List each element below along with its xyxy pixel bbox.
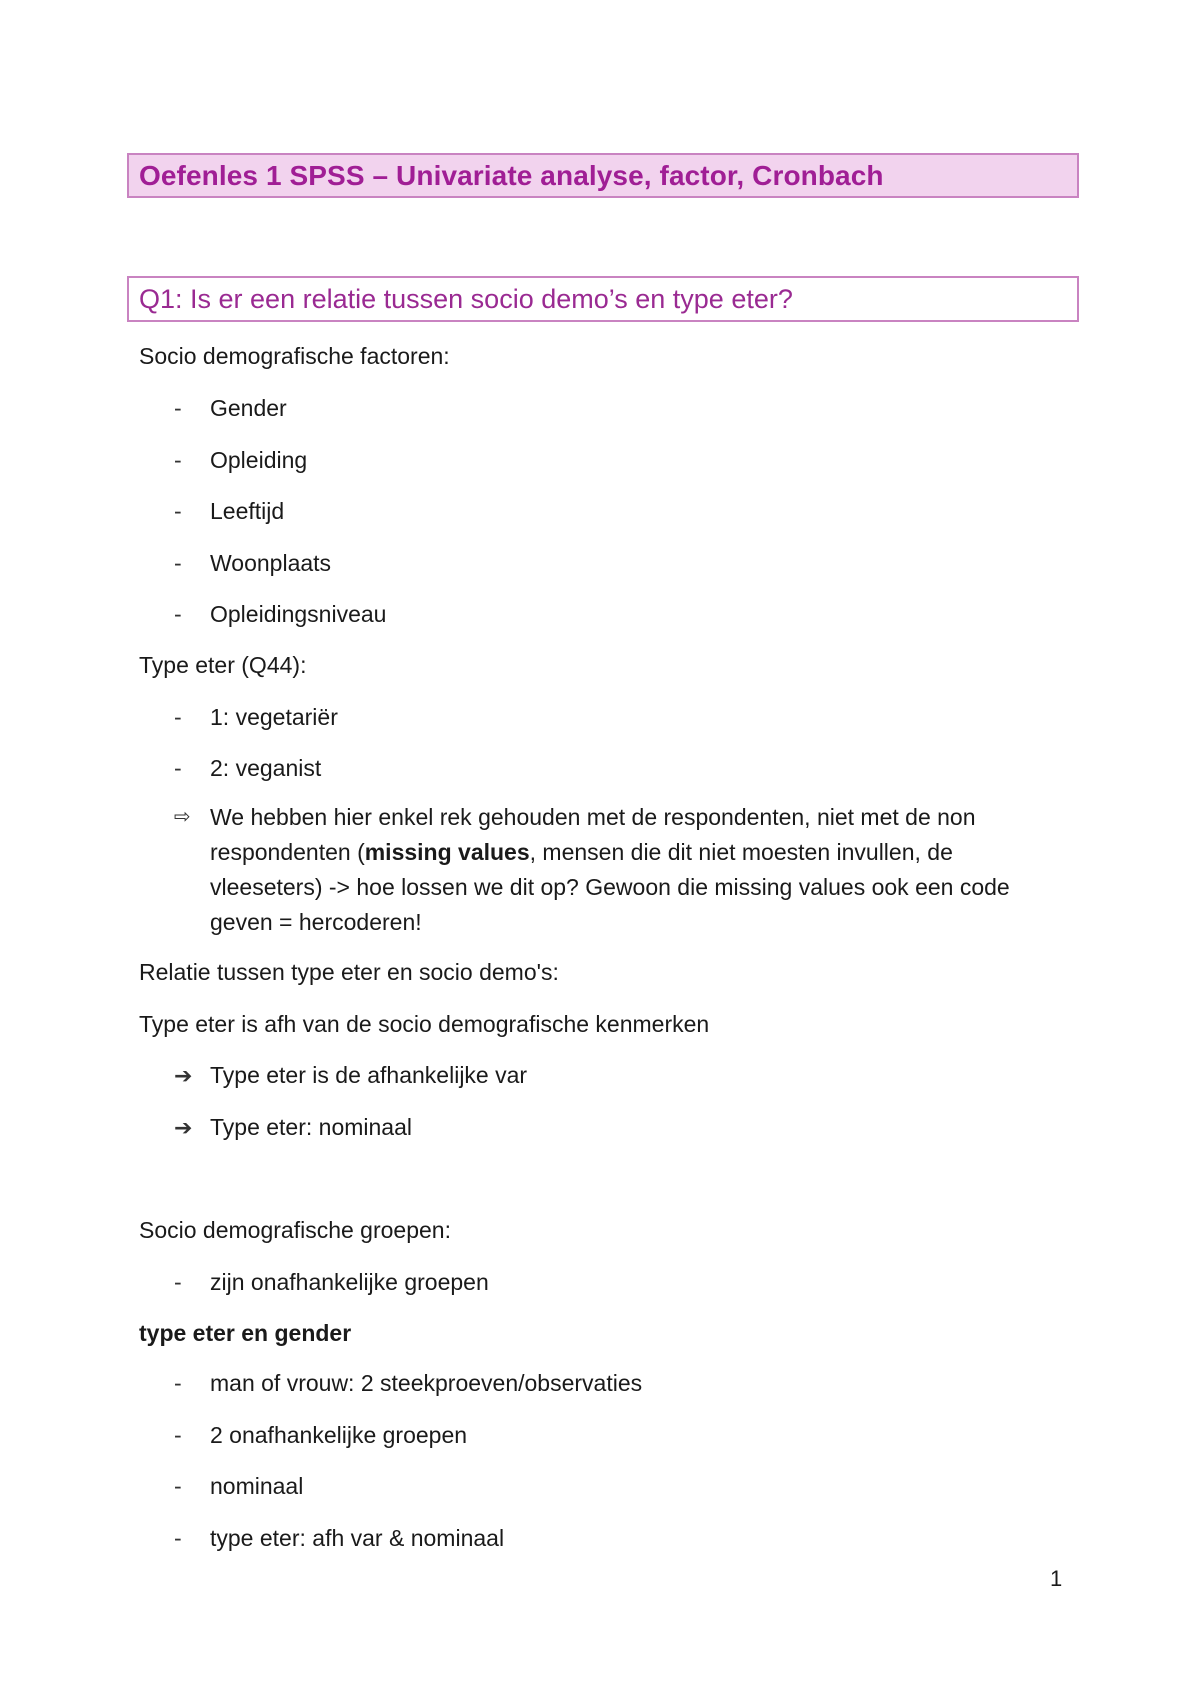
dash-bullet: - <box>174 395 182 421</box>
dash-bullet: - <box>174 498 182 524</box>
emphasis-text: missing values <box>364 839 530 865</box>
list-item: - 2 onafhankelijke groepen <box>174 1418 210 1452</box>
section-heading: Socio demografische groepen: <box>139 1217 451 1243</box>
list-item: - Opleidingsniveau <box>174 597 210 631</box>
dash-bullet: - <box>174 1422 182 1448</box>
hollow-arrow-icon: ⇨ <box>174 806 191 828</box>
dash-bullet: - <box>174 1473 182 1499</box>
dash-bullet: - <box>174 1370 182 1396</box>
list-item: ➔ Type eter: nominaal <box>174 1110 210 1145</box>
dash-bullet: - <box>174 755 182 781</box>
list-item: - 2: veganist <box>174 751 210 785</box>
arrow-right-icon: ➔ <box>174 1063 193 1088</box>
paragraph: Type eter is afh van de socio demografische kenmerken <box>139 1011 710 1037</box>
question-box <box>127 276 1079 322</box>
list-item: - nominaal <box>174 1469 210 1503</box>
dash-bullet: - <box>174 1269 182 1295</box>
dash-bullet: - <box>174 601 182 627</box>
list-item: ➔ Type eter is de afhankelijke var <box>174 1058 210 1093</box>
page-number: 1 <box>1050 1566 1063 1591</box>
document-title: Oefenles 1 SPSS – Univariate analyse, factor, Cronbach <box>139 159 884 191</box>
question-heading: Q1: Is er een relatie tussen socio demo’s en type eter? <box>139 283 793 314</box>
list-item: - Gender <box>174 391 210 425</box>
list-item: - Opleiding <box>174 443 210 477</box>
section-heading: Relatie tussen type eter en socio demo's: <box>139 959 559 985</box>
arrow-right-icon: ➔ <box>174 1115 193 1140</box>
document-title-box <box>127 153 1079 198</box>
list-item: - Leeftijd <box>174 494 210 528</box>
list-item: - 1: vegetariër <box>174 700 210 734</box>
dash-bullet: - <box>174 447 182 473</box>
section-heading: type eter en gender <box>139 1320 352 1346</box>
list-item: - zijn onafhankelijke groepen <box>174 1265 210 1299</box>
dash-bullet: - <box>174 1525 182 1551</box>
list-item: - type eter: afh var & nominaal <box>174 1521 210 1555</box>
list-item: - Woonplaats <box>174 546 210 580</box>
section-heading: Socio demografische factoren: <box>139 343 450 369</box>
dash-bullet: - <box>174 704 182 730</box>
dash-bullet: - <box>174 550 182 576</box>
section-heading: Type eter (Q44): <box>139 652 307 678</box>
note-paragraph: ⇨ We hebben hier enkel rek gehouden met de respondenten, niet met de non respondenten (missing values, mensen die dit niet moesten invullen, de vleeseters) -> hoe lossen we dit op? Gewoon die missing values ook een code geven = hercoderen! <box>174 800 1054 940</box>
list-item: - man of vrouw: 2 steekproeven/observaties <box>174 1366 210 1400</box>
